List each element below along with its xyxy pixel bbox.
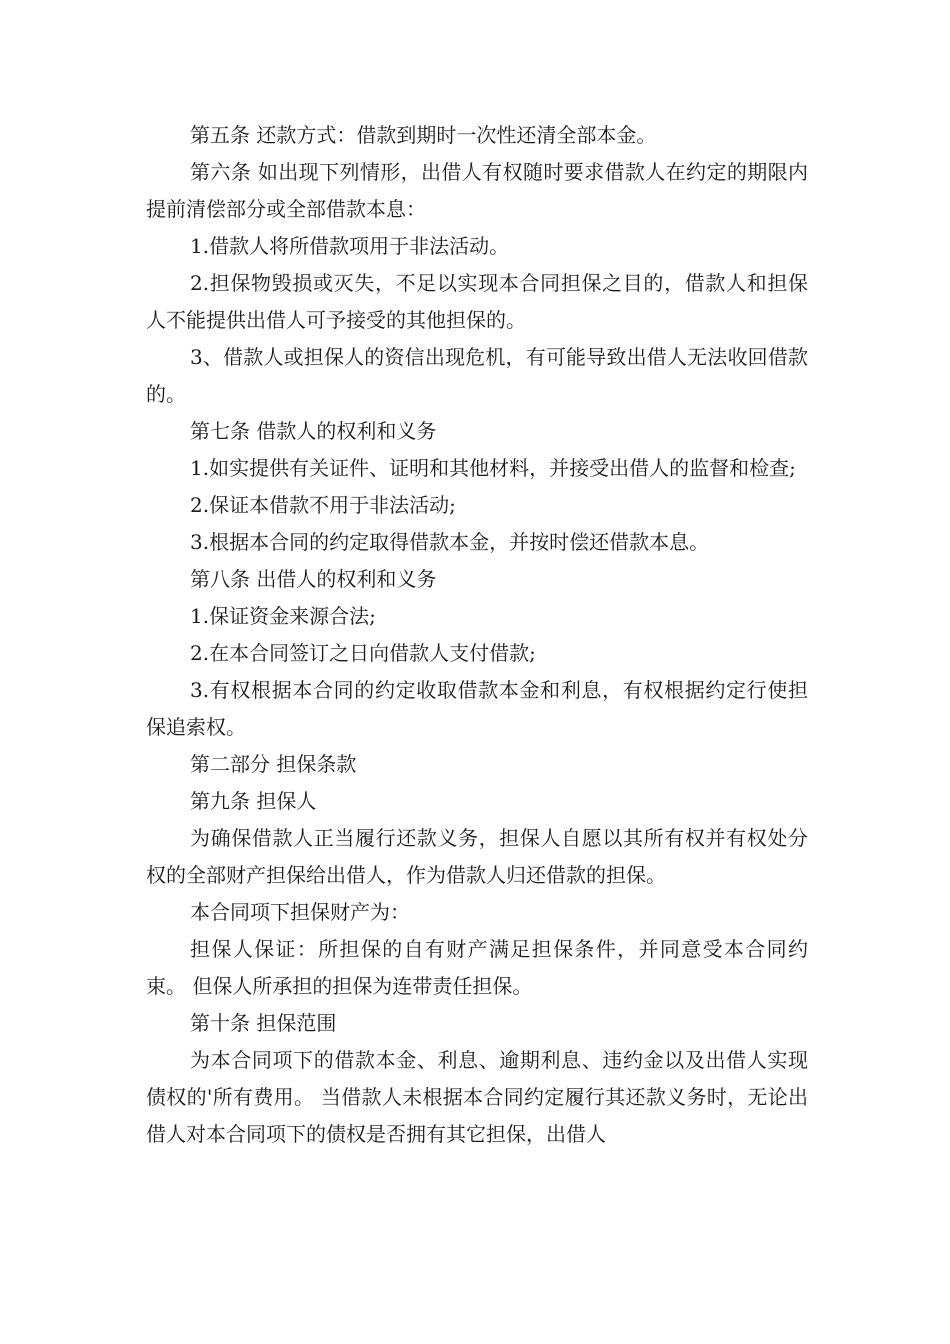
paragraph-article-9-guarantee: 担保人保证：所担保的自有财产满足担保条件，并同意受本合同约束。 但保人所承担的担保为连带责任担保。 (146, 937, 808, 998)
paragraph-article-10: 第十条 担保范围 (190, 1011, 337, 1035)
paragraph-article-9-property: 本合同项下担保财产为： (190, 900, 410, 924)
paragraph-article-7-item-1: 1.如实提供有关证件、证明和其他材料，并接受出借人的监督和检查; (190, 456, 796, 480)
paragraph-article-8-item-3: 3.有权根据本合同的约定收取借款本金和利息，有权根据约定行使担保追索权。 (146, 678, 808, 739)
paragraph-article-6: 第六条 如出现下列情形，出借人有权随时要求借款人在约定的期限内提前清偿部分或全部借款本息： (146, 160, 808, 221)
paragraph-article-8: 第八条 出借人的权利和义务 (190, 567, 437, 591)
paragraph-article-8-item-1: 1.保证资金来源合法; (190, 604, 376, 628)
paragraph-article-7-item-2: 2.保证本借款不用于非法活动; (190, 493, 456, 517)
paragraph-article-9: 第九条 担保人 (190, 789, 317, 813)
paragraph-article-10-body: 为本合同项下的借款本金、利息、逾期利息、违约金以及出借人实现债权的'所有费用。 当借款人未根据本合同约定履行其还款义务时，无论出借人对本合同项下的债权是否拥有其它担保，出借人 (146, 1048, 808, 1146)
paragraph-article-9-body: 为确保借款人正当履行还款义务，担保人自愿以其所有权并有权处分权的全部财产担保给出借人，作为借款人归还借款的担保。 (146, 826, 808, 887)
paragraph-article-8-item-2: 2.在本合同签订之日向借款人支付借款; (190, 641, 536, 665)
document-body (146, 117, 808, 1153)
paragraph-article-5: 第五条 还款方式：借款到期时一次性还清全部本金。 (190, 123, 657, 147)
paragraph-article-7-item-3: 3.根据本合同的约定取得借款本金，并按时偿还借款本息。 (190, 530, 710, 554)
paragraph-article-7: 第七条 借款人的权利和义务 (190, 419, 437, 443)
paragraph-article-6-item-1: 1.借款人将所借款项用于非法活动。 (190, 234, 510, 258)
paragraph-article-6-item-3: 3、借款人或担保人的资信出现危机，有可能导致出借人无法收回借款的。 (146, 345, 808, 406)
paragraph-part-2-heading: 第二部分 担保条款 (190, 752, 357, 776)
paragraph-article-6-item-2: 2.担保物毁损或灭失，不足以实现本合同担保之目的，借款人和担保人不能提供出借人可予接受的其他担保的。 (146, 271, 808, 332)
